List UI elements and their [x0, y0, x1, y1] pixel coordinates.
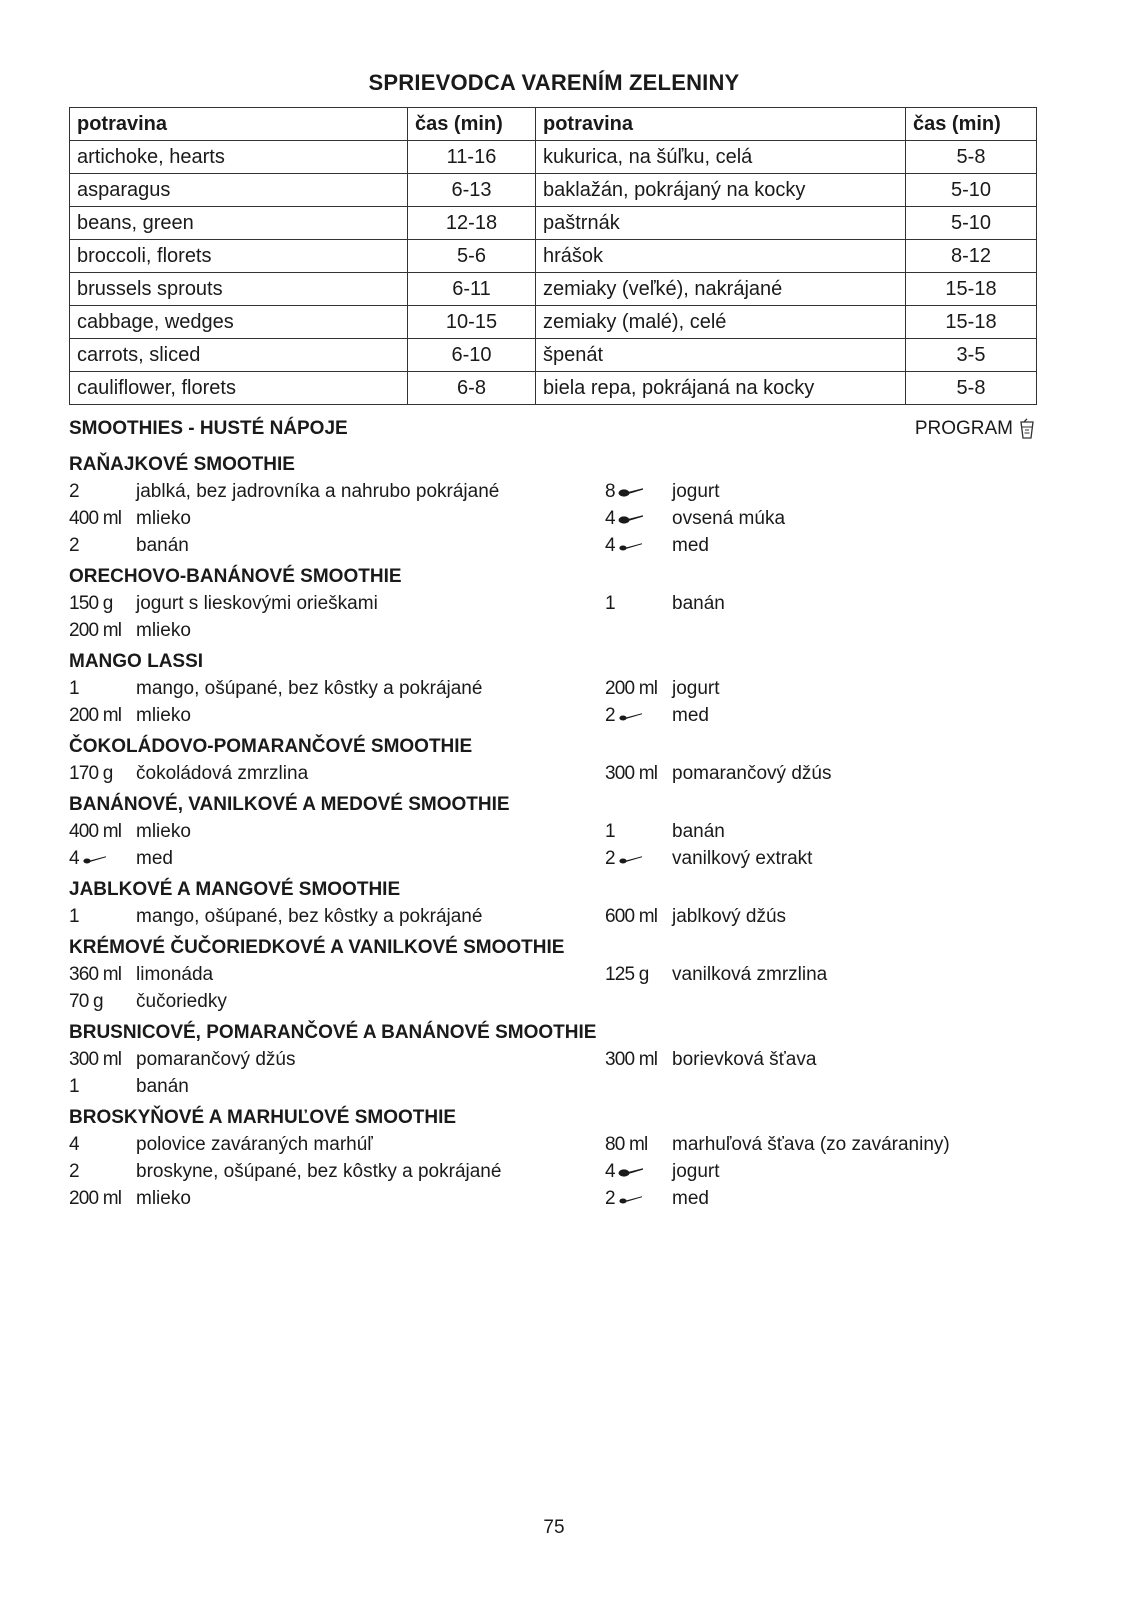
ingredients-left-column: [69, 590, 605, 644]
ingredient-line: [69, 1073, 605, 1100]
quantity-value: 1: [69, 1076, 79, 1097]
time-cell: 6-10: [408, 339, 536, 372]
recipe-title: MANGO LASSI: [69, 651, 204, 672]
blender-cup-icon: [1018, 418, 1036, 440]
table-row: [70, 207, 1037, 240]
quantity-value: 400 ml: [69, 508, 122, 529]
ingredient-line: [605, 961, 1036, 988]
ingredient-name: borievková šťava: [672, 1049, 817, 1070]
quantity-value: 600 ml: [605, 906, 658, 927]
ingredients-right-column: [605, 760, 1036, 787]
ingredient-name: mango, ošúpané, bez kôstky a pokrájané: [136, 678, 483, 699]
quantity-value: 2: [69, 481, 79, 502]
recipe: [69, 451, 1036, 559]
ingredient-line: [69, 988, 605, 1015]
quantity-value: 125 g: [605, 964, 649, 985]
time-cell: 3-5: [906, 339, 1037, 372]
ingredient-name: vanilkový extrakt: [672, 848, 813, 869]
table-row: [70, 174, 1037, 207]
ingredient-name: mango, ošúpané, bez kôstky a pokrájané: [136, 906, 483, 927]
ingredient-line: [605, 1158, 1036, 1185]
ingredient-name: jogurt: [672, 481, 720, 502]
food-cell: artichoke, hearts: [70, 141, 408, 174]
ingredient-quantity: [69, 818, 136, 845]
ingredient-quantity: [69, 1046, 136, 1073]
recipe-title: KRÉMOVÉ ČUČORIEDKOVÉ A VANILKOVÉ SMOOTHIE: [69, 937, 565, 958]
ingredient-quantity: [69, 478, 136, 505]
recipe: [69, 733, 1036, 787]
table-row: [70, 141, 1037, 174]
ingredients-left-column: [69, 818, 605, 872]
table-header-row: [70, 108, 1037, 141]
ingredient-name: ovsená múka: [672, 508, 786, 529]
ingredient-line: [605, 760, 1036, 787]
quantity-value: 400 ml: [69, 821, 122, 842]
ingredients-right-column: [605, 818, 1036, 872]
program-label: PROGRAM: [914, 418, 1013, 439]
ingredient-quantity: [69, 590, 136, 617]
header-time-2: čas (min): [906, 108, 1037, 141]
ingredient-name: mlieko: [136, 508, 191, 529]
ingredient-line: [69, 1131, 605, 1158]
ingredient-quantity: [69, 1073, 136, 1100]
ingredient-quantity: [69, 702, 136, 729]
ingredient-name: vanilková zmrzlina: [672, 964, 828, 985]
tablespoon-icon: [618, 1166, 644, 1178]
ingredient-name: pomarančový džús: [136, 1049, 296, 1070]
quantity-value: 70 g: [69, 991, 103, 1012]
ingredient-line: [605, 478, 1036, 505]
food-cell: hrášok: [536, 240, 906, 273]
ingredient-name: med: [672, 705, 709, 726]
quantity-value: 2: [605, 1188, 615, 1209]
ingredient-columns: [69, 1131, 1036, 1212]
recipe-title: BANÁNOVÉ, VANILKOVÉ A MEDOVÉ SMOOTHIE: [69, 794, 510, 815]
ingredient-quantity: [605, 1158, 672, 1185]
page-number: 75: [543, 1517, 565, 1538]
ingredient-quantity: [69, 1131, 136, 1158]
ingredient-line: [605, 702, 1036, 729]
quantity-value: 1: [69, 906, 79, 927]
ingredient-name: banán: [672, 593, 725, 614]
recipe-title: ČOKOLÁDOVO-POMARANČOVÉ SMOOTHIE: [69, 736, 473, 757]
ingredient-line: [69, 845, 605, 872]
smoothies-section-header: [69, 418, 1036, 446]
ingredient-columns: [69, 961, 1036, 1015]
quantity-value: 2: [69, 535, 79, 556]
ingredient-quantity: [69, 675, 136, 702]
recipe: [69, 1104, 1036, 1212]
quantity-value: 4: [605, 1161, 615, 1182]
quantity-value: 4: [69, 848, 79, 869]
ingredient-line: [69, 1158, 605, 1185]
ingredients-left-column: [69, 1046, 605, 1100]
ingredient-name: mlieko: [136, 821, 191, 842]
quantity-value: 2: [69, 1161, 79, 1182]
ingredient-line: [69, 818, 605, 845]
recipe-title: RAŇAJKOVÉ SMOOTHIE: [69, 454, 295, 475]
quantity-value: 80 ml: [605, 1134, 648, 1155]
ingredient-name: limonáda: [136, 964, 214, 985]
ingredient-name: mlieko: [136, 1188, 191, 1209]
teaspoon-icon: [618, 710, 644, 722]
time-cell: 6-11: [408, 273, 536, 306]
quantity-value: 1: [69, 678, 79, 699]
ingredients-left-column: [69, 478, 605, 559]
ingredient-name: mlieko: [136, 705, 191, 726]
ingredient-name: banán: [672, 821, 725, 842]
food-cell: špenát: [536, 339, 906, 372]
header-food-1: potravina: [70, 108, 408, 141]
ingredient-quantity: [69, 532, 136, 559]
ingredient-line: [69, 617, 605, 644]
recipe-title: BROSKYŇOVÉ A MARHUĽOVÉ SMOOTHIE: [69, 1107, 457, 1128]
ingredients-left-column: [69, 903, 605, 930]
smoothies-section-title: SMOOTHIES - HUSTÉ NÁPOJE: [69, 418, 348, 439]
ingredient-name: jogurt s lieskovými orieškami: [136, 593, 378, 614]
ingredient-quantity: [605, 1131, 672, 1158]
quantity-value: 2: [605, 705, 615, 726]
ingredient-quantity: [69, 617, 136, 644]
quantity-value: 170 g: [69, 763, 113, 784]
tablespoon-icon: [618, 486, 644, 498]
recipes-list: [69, 451, 1036, 1216]
ingredient-columns: [69, 903, 1036, 930]
quantity-value: 4: [605, 535, 615, 556]
recipe-title: ORECHOVO-BANÁNOVÉ SMOOTHIE: [69, 566, 402, 587]
quantity-value: 4: [69, 1134, 79, 1155]
table-row: [70, 306, 1037, 339]
ingredient-quantity: [605, 675, 672, 702]
ingredient-line: [69, 1185, 605, 1212]
ingredient-line: [605, 1046, 1036, 1073]
ingredient-quantity: [605, 903, 672, 930]
ingredient-quantity: [69, 1158, 136, 1185]
ingredient-name: marhuľová šťava (zo zaváraniny): [672, 1134, 950, 1155]
food-cell: beans, green: [70, 207, 408, 240]
ingredient-quantity: [605, 590, 672, 617]
ingredient-name: čučoriedky: [136, 991, 227, 1012]
ingredients-left-column: [69, 1131, 605, 1212]
ingredient-line: [69, 702, 605, 729]
ingredient-name: jablká, bez jadrovníka a nahrubo pokrájané: [136, 481, 500, 502]
ingredient-name: banán: [136, 1076, 189, 1097]
header-time-1: čas (min): [408, 108, 536, 141]
recipe: [69, 791, 1036, 872]
ingredient-name: med: [672, 1188, 709, 1209]
time-cell: 5-8: [906, 372, 1037, 405]
quantity-value: 300 ml: [605, 763, 658, 784]
ingredient-columns: [69, 590, 1036, 644]
food-cell: zemiaky (malé), celé: [536, 306, 906, 339]
quantity-value: 300 ml: [605, 1049, 658, 1070]
food-cell: baklažán, pokrájaný na kocky: [536, 174, 906, 207]
ingredient-quantity: [605, 478, 672, 505]
ingredient-quantity: [605, 702, 672, 729]
ingredient-line: [69, 590, 605, 617]
ingredient-quantity: [69, 903, 136, 930]
ingredients-right-column: [605, 1131, 1036, 1212]
ingredient-line: [69, 961, 605, 988]
quantity-value: 200 ml: [69, 705, 122, 726]
ingredient-quantity: [69, 845, 136, 872]
ingredient-name: pomarančový džús: [672, 763, 832, 784]
page-title: SPRIEVODCA VARENÍM ZELENINY: [368, 70, 740, 95]
ingredient-line: [69, 478, 605, 505]
ingredient-name: med: [672, 535, 709, 556]
quantity-value: 150 g: [69, 593, 113, 614]
recipe: [69, 563, 1036, 644]
ingredients-right-column: [605, 961, 1036, 1015]
ingredient-name: čokoládová zmrzlina: [136, 763, 309, 784]
ingredient-name: jogurt: [672, 678, 720, 699]
quantity-value: 8: [605, 481, 615, 502]
ingredient-line: [605, 505, 1036, 532]
teaspoon-icon: [618, 853, 644, 865]
ingredient-quantity: [69, 760, 136, 787]
ingredient-line: [69, 903, 605, 930]
teaspoon-icon: [82, 853, 108, 865]
ingredients-right-column: [605, 1046, 1036, 1100]
recipe-title: JABLKOVÉ A MANGOVÉ SMOOTHIE: [69, 879, 401, 900]
table-row: [70, 273, 1037, 306]
ingredient-columns: [69, 478, 1036, 559]
teaspoon-icon: [618, 1193, 644, 1205]
quantity-value: 200 ml: [605, 678, 658, 699]
food-cell: biela repa, pokrájaná na kocky: [536, 372, 906, 405]
quantity-value: 360 ml: [69, 964, 122, 985]
time-cell: 8-12: [906, 240, 1037, 273]
ingredient-line: [69, 675, 605, 702]
ingredient-quantity: [605, 845, 672, 872]
ingredients-right-column: [605, 590, 1036, 644]
food-cell: cabbage, wedges: [70, 306, 408, 339]
quantity-value: 200 ml: [69, 620, 122, 641]
recipe-title: BRUSNICOVÉ, POMARANČOVÉ A BANÁNOVÉ SMOOTHIE: [69, 1022, 597, 1043]
table-row: [70, 240, 1037, 273]
quantity-value: 1: [605, 593, 615, 614]
ingredients-right-column: [605, 675, 1036, 729]
food-cell: cauliflower, florets: [70, 372, 408, 405]
ingredient-quantity: [605, 1185, 672, 1212]
ingredient-line: [69, 1046, 605, 1073]
ingredient-name: banán: [136, 535, 189, 556]
ingredient-line: [605, 1131, 1036, 1158]
ingredient-name: med: [136, 848, 173, 869]
ingredient-quantity: [605, 1046, 672, 1073]
ingredient-line: [605, 532, 1036, 559]
ingredient-line: [69, 505, 605, 532]
ingredient-name: polovice zaváraných marhúľ: [136, 1134, 373, 1155]
time-cell: 11-16: [408, 141, 536, 174]
ingredient-name: mlieko: [136, 620, 191, 641]
quantity-value: 2: [605, 848, 615, 869]
ingredient-name: broskyne, ošúpané, bez kôstky a pokrájané: [136, 1161, 502, 1182]
ingredient-quantity: [605, 760, 672, 787]
ingredient-line: [605, 675, 1036, 702]
recipe: [69, 934, 1036, 1015]
food-cell: asparagus: [70, 174, 408, 207]
food-cell: paštrnák: [536, 207, 906, 240]
ingredient-quantity: [605, 532, 672, 559]
food-cell: brussels sprouts: [70, 273, 408, 306]
ingredients-left-column: [69, 961, 605, 1015]
ingredient-quantity: [605, 818, 672, 845]
ingredient-line: [69, 532, 605, 559]
time-cell: 12-18: [408, 207, 536, 240]
ingredient-name: jablkový džús: [672, 906, 787, 927]
food-cell: broccoli, florets: [70, 240, 408, 273]
ingredients-left-column: [69, 675, 605, 729]
recipe: [69, 1019, 1036, 1100]
time-cell: 6-8: [408, 372, 536, 405]
teaspoon-icon: [618, 540, 644, 552]
ingredient-quantity: [605, 505, 672, 532]
quantity-value: 300 ml: [69, 1049, 122, 1070]
time-cell: 6-13: [408, 174, 536, 207]
ingredient-line: [605, 903, 1036, 930]
food-cell: kukurica, na šúľku, celá: [536, 141, 906, 174]
table-row: [70, 339, 1037, 372]
ingredient-line: [605, 845, 1036, 872]
ingredient-quantity: [69, 505, 136, 532]
ingredient-columns: [69, 1046, 1036, 1100]
ingredients-right-column: [605, 903, 1036, 930]
ingredients-right-column: [605, 478, 1036, 559]
quantity-value: 1: [605, 821, 615, 842]
time-cell: 5-6: [408, 240, 536, 273]
time-cell: 5-8: [906, 141, 1037, 174]
ingredient-columns: [69, 675, 1036, 729]
ingredient-quantity: [69, 961, 136, 988]
ingredient-line: [605, 818, 1036, 845]
recipe: [69, 648, 1036, 729]
time-cell: 10-15: [408, 306, 536, 339]
ingredient-name: jogurt: [672, 1161, 720, 1182]
program-indicator: [915, 418, 1036, 440]
table-row: [70, 372, 1037, 405]
ingredient-columns: [69, 760, 1036, 787]
header-food-2: potravina: [536, 108, 906, 141]
tablespoon-icon: [618, 513, 644, 525]
food-cell: carrots, sliced: [70, 339, 408, 372]
time-cell: 15-18: [906, 306, 1037, 339]
quantity-value: 4: [605, 508, 615, 529]
ingredient-quantity: [605, 961, 672, 988]
food-cell: zemiaky (veľké), nakrájané: [536, 273, 906, 306]
recipe: [69, 876, 1036, 930]
ingredients-left-column: [69, 760, 605, 787]
ingredient-line: [605, 590, 1036, 617]
time-cell: 15-18: [906, 273, 1037, 306]
ingredient-quantity: [69, 1185, 136, 1212]
ingredient-columns: [69, 818, 1036, 872]
ingredient-line: [605, 1185, 1036, 1212]
vegetable-cooking-table: [69, 107, 1037, 405]
time-cell: 5-10: [906, 174, 1037, 207]
ingredient-line: [69, 760, 605, 787]
time-cell: 5-10: [906, 207, 1037, 240]
ingredient-quantity: [69, 988, 136, 1015]
quantity-value: 200 ml: [69, 1188, 122, 1209]
